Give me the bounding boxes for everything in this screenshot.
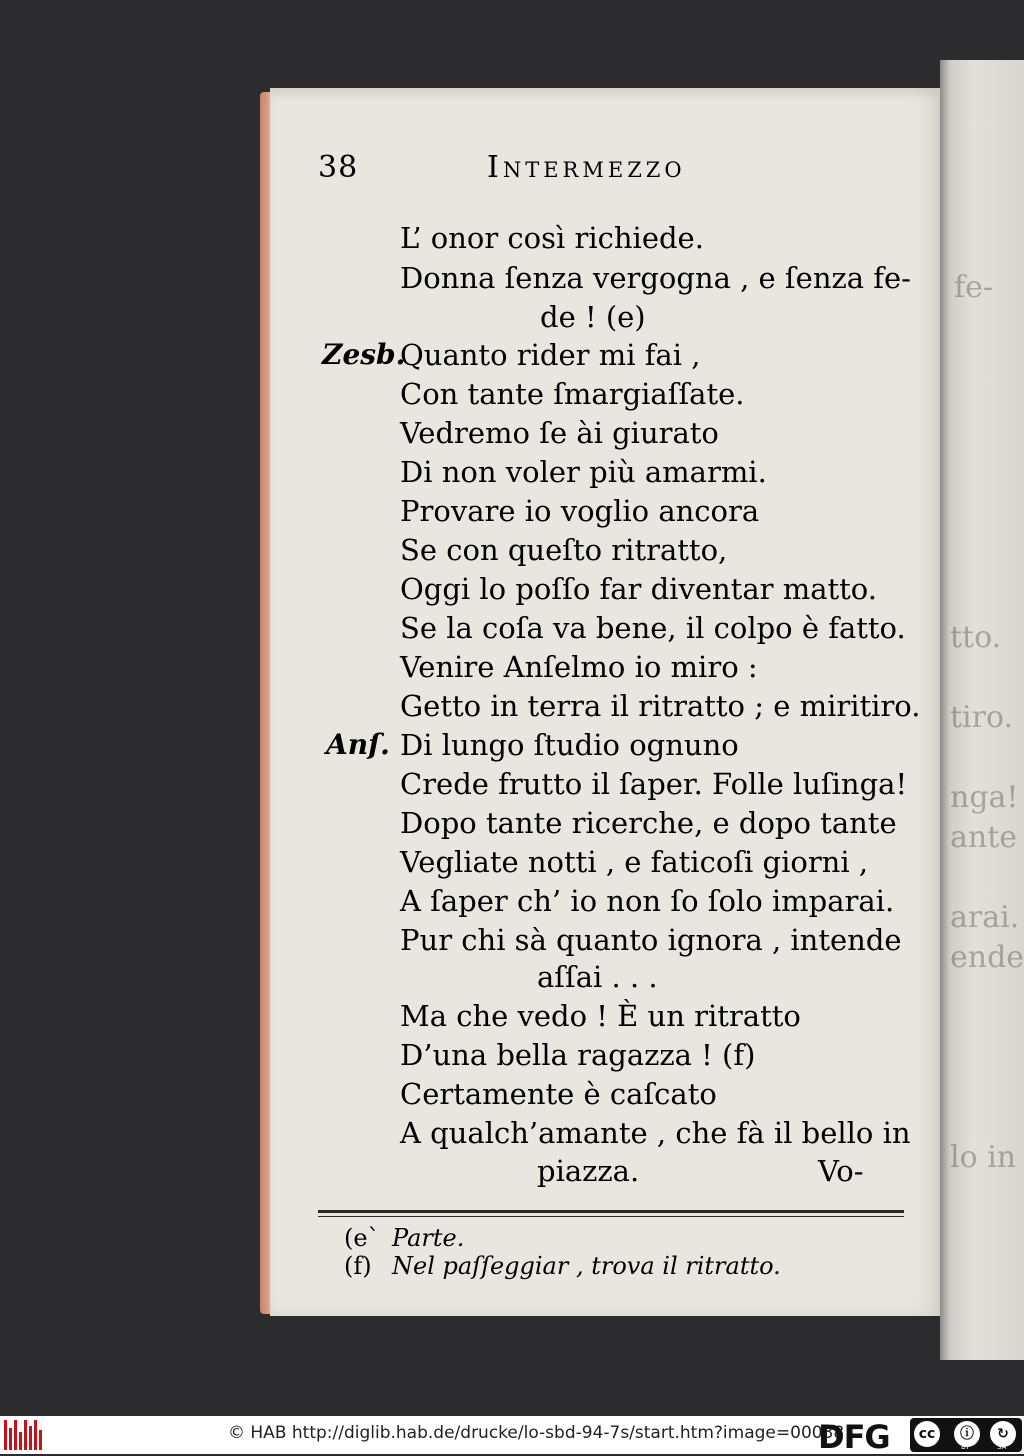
text-line: Vo- (818, 1154, 864, 1188)
footnote-rule-thick (318, 1210, 904, 1213)
text-line: Dopo tante ricerche, e dopo tante (400, 806, 897, 840)
text-line: piazza. (537, 1154, 640, 1188)
text-line: aſſai . . . (537, 960, 658, 994)
text-line: A ſaper ch’ io non ſo ſolo imparai. (400, 884, 895, 918)
ghost-text: ende (950, 940, 1024, 975)
hab-logo-icon[interactable] (4, 1420, 46, 1450)
text-line: Crede frutto il ſaper. Folle luſinga! (400, 767, 908, 801)
text-line: D’una bella ragazza ! (f) (400, 1038, 756, 1072)
text-line: Se con queſto ritratto, (400, 533, 728, 567)
text-line: Vedremo ſe ài giurato (400, 416, 719, 450)
cc-icon: cc (914, 1421, 940, 1447)
text-line: Certamente è caſcato (400, 1077, 717, 1111)
text-line: Provare io voglio ancora (400, 494, 760, 528)
text-line: Donna ſenza vergogna , e ſenza fe- (400, 261, 911, 295)
text-line: Venire Anſelmo io miro : (400, 650, 758, 684)
ghost-text: fe- (954, 270, 993, 305)
ghost-text: lo in (950, 1140, 1017, 1175)
footnote-mark: (f) (344, 1252, 372, 1280)
sa-icon: ↻ (990, 1421, 1016, 1447)
text-line: Con tante ſmargiaſſate. (400, 377, 745, 411)
ghost-text: ante (950, 820, 1018, 855)
running-title: Intermezzo (487, 150, 686, 185)
speaker-label: Zesb. (322, 338, 406, 371)
text-line: de ! (e) (540, 300, 646, 334)
text-line: Quanto rider mi fai , (400, 338, 701, 372)
dfg-logo[interactable]: DFG (818, 1418, 890, 1456)
footnote-text: Nel paſſeggiar , trova il ritratto. (392, 1252, 781, 1280)
sa-label: SA (997, 1443, 1007, 1451)
text-line: Getto in terra il ritratto ; e miritiro. (400, 689, 921, 723)
footnote-text: Parte. (392, 1224, 465, 1252)
text-line: Di non voler più amarmi. (400, 455, 767, 489)
footnote-mark: (e` (344, 1224, 380, 1252)
ghost-text: arai. (950, 900, 1020, 935)
ghost-text: tto. (950, 620, 1002, 655)
credit-link[interactable]: © HAB http://diglib.hab.de/drucke/lo-sbd-94-7s/start.htm?image=00038 (228, 1423, 845, 1443)
text-line: Se la coſa va bene, il colpo è fatto. (400, 611, 906, 645)
page-number: 38 (318, 150, 359, 185)
adjacent-page-edge (940, 60, 1024, 1360)
cc-license-badge[interactable] (910, 1418, 1022, 1452)
text-line: Ma che vedo ! È un ritratto (400, 999, 801, 1033)
by-icon: ⓘ (954, 1421, 980, 1447)
text-line: Pur chi sà quanto ignora , intende (400, 923, 902, 957)
text-line: A qualch’amante , che fà il bello in (400, 1116, 911, 1150)
speaker-label: Anſ. (326, 728, 390, 761)
ghost-text: nga! (950, 780, 1019, 815)
ghost-text: tiro. (950, 700, 1014, 735)
text-line: Oggi lo poſſo far diventar matto. (400, 572, 877, 606)
text-line: Di lungo ſtudio ognuno (400, 728, 739, 762)
footnote-rule-thin (318, 1216, 904, 1217)
by-label: BY (961, 1443, 970, 1451)
text-line: Vegliate notti , e faticoſi giorni , (400, 845, 869, 879)
text-line: L’ onor così richiede. (400, 221, 704, 255)
